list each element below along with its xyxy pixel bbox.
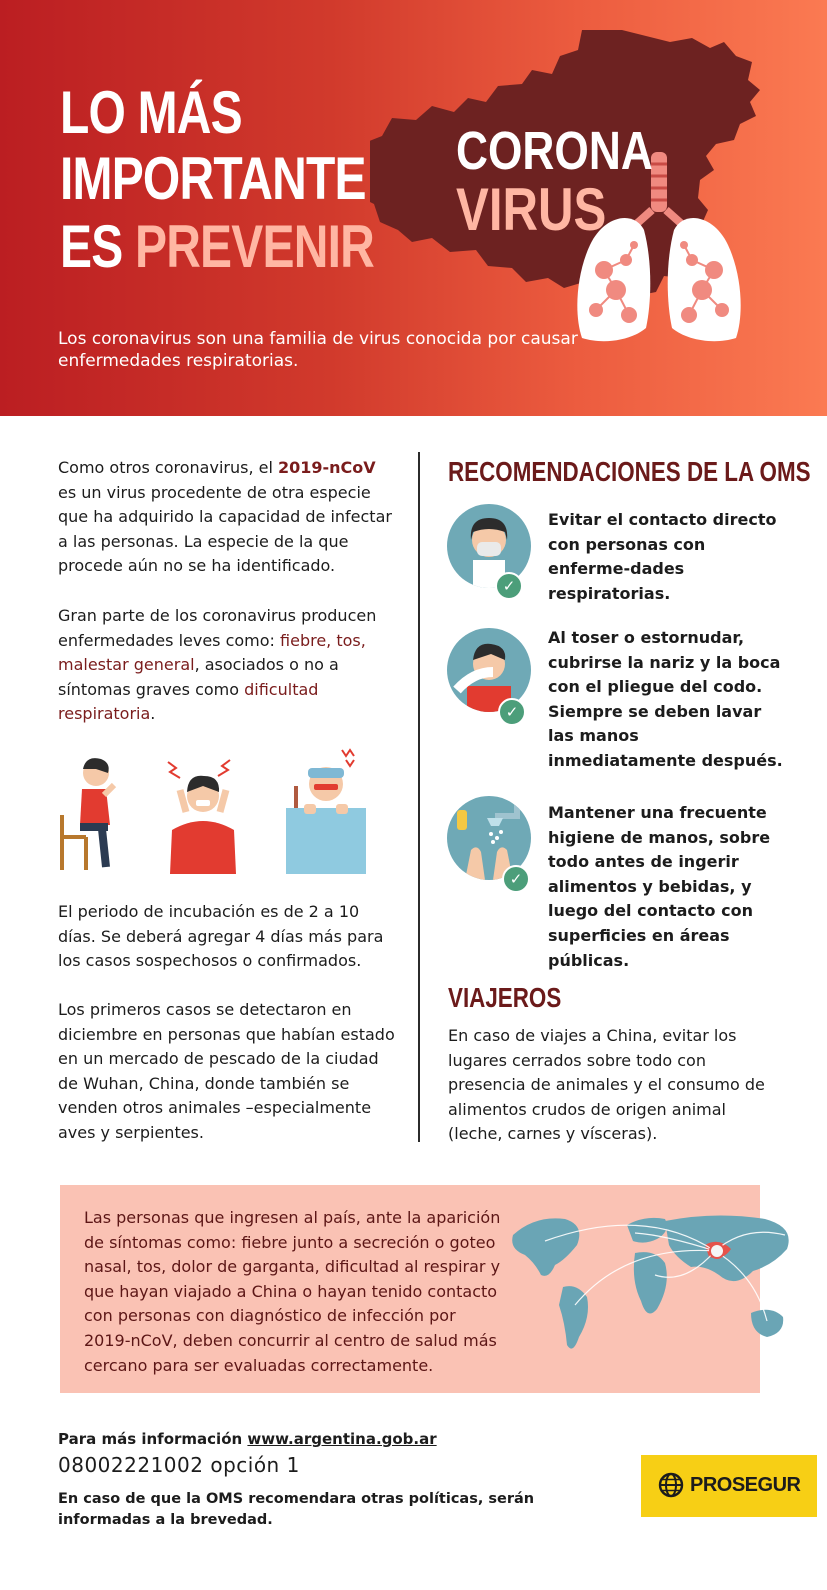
more-info-line	[58, 1430, 437, 1448]
badge-corona: CORONA	[456, 121, 653, 181]
p2-highlight-2: dificultad respiratoria	[58, 679, 319, 724]
globe-icon	[658, 1472, 684, 1498]
badge-virus: VIRUS	[456, 176, 607, 243]
p2-text-middle: , asociados o no a síntomas graves como	[58, 655, 339, 699]
p2-highlight-1: fiebre, tos, malestar general	[58, 630, 366, 675]
headline-prefix: ES	[60, 213, 135, 280]
first-cases-paragraph: Los primeros casos se detectaron en diciembre en personas que habían estado en un mercado de pescado de la ciudad de Wuhan, China, donde también se venden otros animales –especialmente aves y serpientes.	[58, 1000, 395, 1142]
headline-line-2: IMPORTANTE	[60, 145, 366, 212]
website-link[interactable]: www.argentina.gob.ar	[247, 1430, 437, 1448]
symptoms-paragraph	[58, 604, 396, 727]
recommendations-title: RECOMENDACIONES DE LA OMS	[448, 456, 811, 487]
p1-text-end: es un virus procedente de otra especie que ha adquirido la capacidad de infectar a las personas. La especie de la que procede aún no se ha identificado.	[58, 482, 392, 576]
world-map-icon	[505, 1205, 817, 1375]
p1-text: Como otros coronavirus, el	[58, 458, 278, 477]
check-icon: ✓	[498, 698, 526, 726]
headline-line-3	[60, 214, 374, 280]
phone-number: 08002221002 opción 1	[58, 1453, 300, 1477]
check-icon: ✓	[502, 865, 530, 893]
headache-person-icon	[158, 752, 248, 874]
hero-subtitle: Los coronavirus son una familia de virus conocida por causar enfermedades respiratorias.	[58, 329, 578, 371]
intro-paragraph	[58, 456, 396, 579]
recommendation-3: Mantener una frecuente higiene de manos, sobre todo antes de ingerir alimentos y bebidas, y luego del contacto con superficies en áreas públicas.	[548, 803, 771, 970]
coughing-person-icon	[56, 755, 128, 875]
alert-text: Las personas que ingresen al país, ante la aparición de síntomas como: fiebre junto a secreción o goteo nasal, tos, dolor de garganta, dificultad al respirar y que hayan viajado a China o hayan tenido contacto con personas con diagnóstico de infección por 2019-nCoV, deben concurrir al centro de salud más cercano para ser evaluadas correctamente.	[84, 1208, 501, 1375]
sick-in-bed-icon	[286, 746, 366, 874]
travelers-paragraph: En caso de viajes a China, evitar los lugares cerrados sobre todo con presencia de animales y el consumo de alimentos crudos de origen animal (leche, carnes y vísceras).	[448, 1026, 765, 1144]
p1-highlight: 2019-nCoV	[277, 458, 376, 477]
check-icon: ✓	[495, 572, 523, 600]
prosegur-wordmark: PROSEGUR	[690, 1474, 801, 1496]
travelers-title: VIAJEROS	[448, 982, 562, 1013]
recommendation-1: Evitar el contacto directo con personas con enferme-dades respiratorias.	[548, 510, 777, 603]
p2-text-end: .	[150, 704, 156, 724]
recommendation-2: Al toser o estornudar, cubrirse la nariz y la boca con el pliegue del codo. Siempre se deben lavar las manos inmediatamente después.	[548, 628, 783, 770]
more-info-label: Para más información	[58, 1430, 248, 1448]
footer-note: En caso de que la OMS recomendara otras políticas, serán informadas a la brevedad.	[58, 1491, 535, 1528]
incubation-paragraph: El periodo de incubación es de 2 a 10 días. Se deberá agregar 4 días más para los casos sospechosos o confirmados.	[58, 902, 384, 971]
headline-line-1: LO MÁS	[60, 79, 242, 146]
p2-text: Gran parte de los coronavirus producen enfermedades leves como:	[58, 606, 377, 650]
headline-accent: PREVENIR	[134, 213, 374, 280]
column-divider	[418, 452, 420, 1142]
